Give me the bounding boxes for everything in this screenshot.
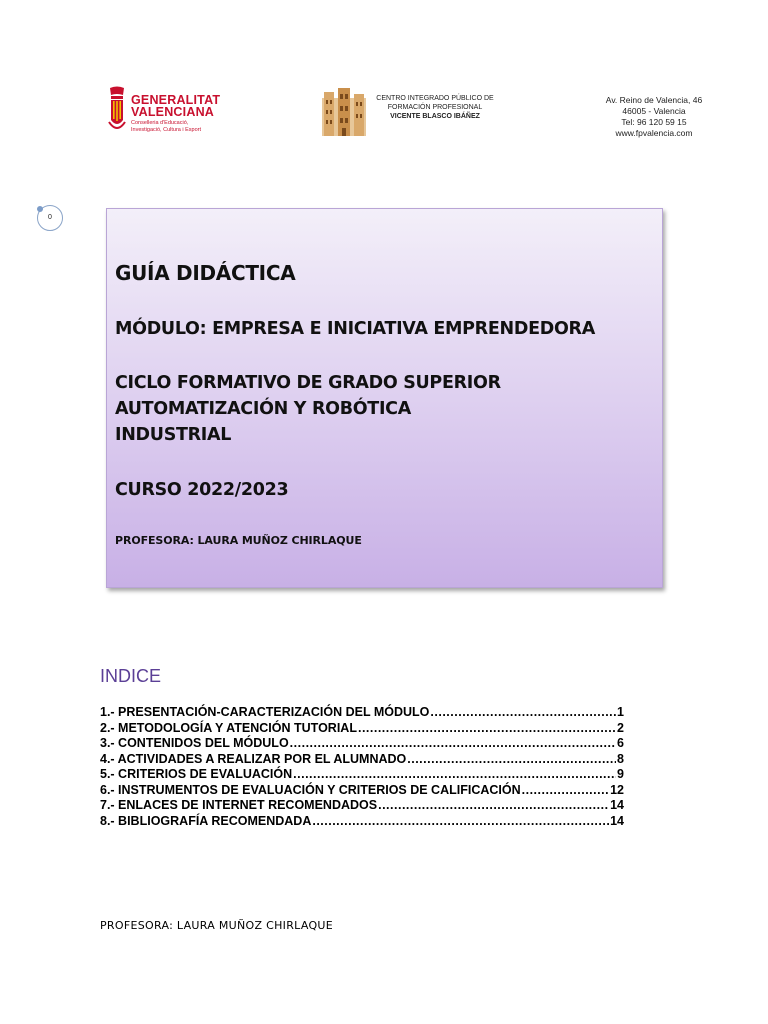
toc-item[interactable]: 7.- ENLACES DE INTERNET RECOMENDADOS ..... 14 (100, 798, 624, 814)
toc-item[interactable]: 8.- BIBLIOGRAFÍA RECOMENDADA ..... 14 (100, 814, 624, 830)
generalitat-valenciana-logo (106, 86, 226, 138)
address-street: Av. Reino de Valencia, 46 (605, 95, 703, 105)
cycle-line-2: AUTOMATIZACIÓN Y ROBÓTICA (115, 399, 411, 419)
building-icon (320, 88, 368, 138)
page-marker: 0 (37, 205, 63, 231)
centro-integrado-text: CENTRO INTEGRADO PÚBLICO DE FORMACIÓN PROFESIONAL VICENTE BLASCO IBÁÑEZ (376, 95, 494, 120)
toc-item[interactable]: 6.- INSTRUMENTOS DE EVALUACIÓN Y CRITERIOS DE CALIFICACIÓN ..... 12 (100, 783, 624, 799)
index-heading: INDICE (100, 666, 162, 686)
address-postal: 46005 - Valencia (622, 106, 686, 116)
address-phone: Tel: 96 120 59 15 (621, 117, 687, 127)
address-website: www.fpvalencia.com (615, 128, 693, 138)
generalitat-subtitle: Conselleria d'Educació, Investigació, Cultura i Esport (131, 120, 202, 133)
title-box (106, 208, 663, 588)
generalitat-crest-icon (106, 86, 128, 134)
toc-item[interactable]: 3.- CONTENIDOS DEL MÓDULO ..... 6 (100, 736, 624, 752)
centro-integrado-logo (320, 88, 510, 140)
toc-item[interactable]: 4.- ACTIVIDADES A REALIZAR POR EL ALUMNADO ..... 8 (100, 752, 624, 768)
toc-item[interactable]: 5.- CRITERIOS DE EVALUACIÓN ..... 9 (100, 767, 624, 783)
cycle-line-3: INDUSTRIAL (115, 425, 232, 445)
document-title: GUÍA DIDÁCTICA (115, 261, 296, 285)
page-marker-dot-icon (37, 206, 43, 212)
footer-teacher-name: PROFESORA: LAURA MUÑOZ CHIRLAQUE (100, 919, 334, 932)
course-year: CURSO 2022/2023 (115, 480, 289, 500)
toc-item[interactable]: 1.- PRESENTACIÓN-CARACTERIZACIÓN DEL MÓDULO ..... 1 (100, 705, 624, 721)
teacher-name: PROFESORA: LAURA MUÑOZ CHIRLAQUE (115, 534, 362, 547)
school-address (592, 95, 716, 139)
table-of-contents (100, 705, 624, 829)
module-name: MÓDULO: EMPRESA E INICIATIVA EMPRENDEDORA (115, 319, 595, 339)
generalitat-title: GENERALITAT VALENCIANA (131, 93, 221, 119)
cycle-line-1: CICLO FORMATIVO DE GRADO SUPERIOR (115, 373, 501, 393)
toc-item[interactable]: 2.- METODOLOGÍA Y ATENCIÓN TUTORIAL ..... 2 (100, 721, 624, 737)
